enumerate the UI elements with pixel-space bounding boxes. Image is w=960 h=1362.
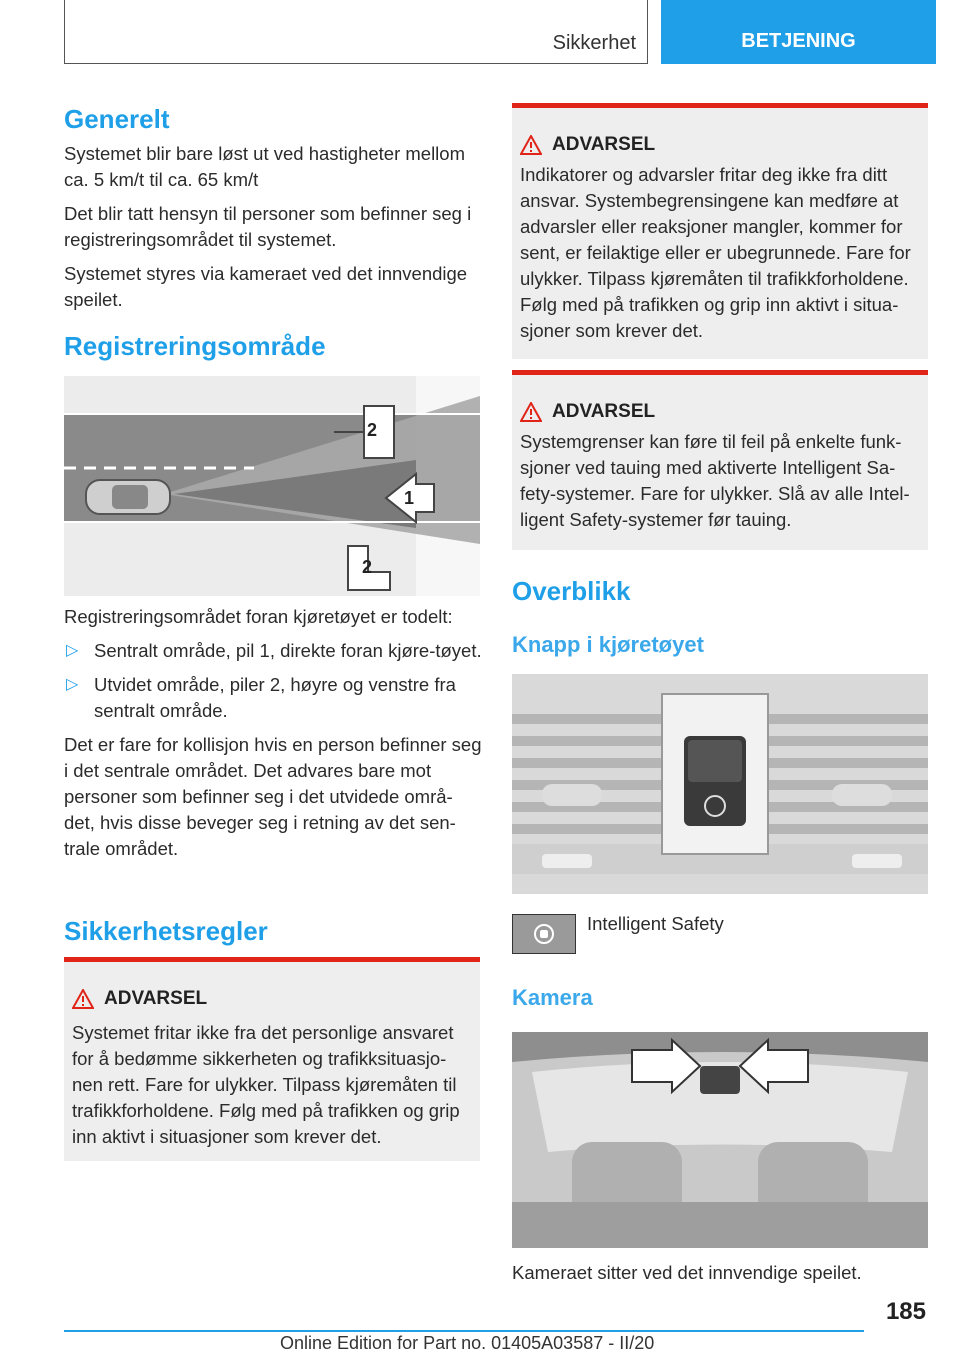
- heading-overblikk: Overblikk: [512, 576, 631, 606]
- intelligent-safety-button-icon[interactable]: [512, 914, 576, 954]
- warning-box-3: [512, 370, 928, 550]
- heading-knapp: Knapp i kjøretøyet: [512, 632, 704, 657]
- edition-text: Online Edition for Part no. 01405A03587 - II/20: [280, 1333, 655, 1353]
- intelligent-safety-label: Intelligent Safety: [587, 913, 724, 934]
- camera-caption: Kameraet sitter ved det innvendige speilet.: [512, 1262, 862, 1283]
- warning-title-3: ADVARSEL: [520, 401, 918, 423]
- heading-registreringsomrade: Registreringsområde: [64, 331, 326, 361]
- camera-photo: [512, 1032, 928, 1248]
- reg-bullet-list: [64, 638, 482, 724]
- triangle-bullet-icon: ▷: [66, 642, 79, 659]
- generelt-paragraph-2: Det blir tatt hensyn til personer som befinner seg i registreringsområdet til systemet.: [64, 203, 472, 250]
- heading-kamera: Kamera: [512, 985, 593, 1010]
- reg-intro: Registreringsområdet foran kjøretøyet er todelt:: [64, 606, 453, 627]
- reg-section-text: [64, 604, 482, 870]
- page-number: 185: [885, 1298, 926, 1325]
- reg-bullet-1: ▷ Sentralt område, pil 1, direkte foran kjøre-tøyet.: [64, 638, 482, 664]
- section-title: Sikkerhet: [552, 32, 636, 54]
- warning-title-1: ADVARSEL: [72, 988, 470, 1010]
- detection-diagram-svg: [64, 376, 480, 596]
- safety-car-icon: [533, 923, 555, 945]
- warning-text-1: Systemet fritar ikke fra det personlige ansvaret for å bedømme sikkerheten og trafikksituasjo-nen rett. Fare for ulykker. Tilpass kjøremåten til trafikkforholdene. Følg med på trafikken og grip inn aktivt i situasjoner som krever det.: [72, 1022, 460, 1147]
- footer-divider: [64, 1330, 864, 1332]
- heading-sikkerhetsregler: Sikkerhetsregler: [64, 916, 268, 946]
- triangle-bullet-icon: ▷: [66, 676, 79, 693]
- heading-generelt: Generelt: [64, 104, 170, 134]
- warning-text-2: Indikatorer og advarsler fritar deg ikke fra ditt ansvar. Systembegrensingene kan medføre at advarsler eller reaksjoner mangler, kommer for sent, er feilaktige eller er ubegrunnede. Fare for ulykker. Tilpass kjøremåten til trafikkforholdene. Følg med på trafikken og grip inn aktivt i situa-sjoner som krever det.: [520, 164, 911, 341]
- warning-box-2: [512, 103, 928, 359]
- detection-area-diagram: [64, 376, 480, 596]
- reg-bullet-2: ▷ Utvidet område, piler 2, høyre og venstre fra sentralt område.: [66, 674, 456, 721]
- warning-triangle-icon: [72, 989, 94, 1009]
- generelt-paragraph-1: Systemet blir bare løst ut ved hastigheter mellom ca. 5 km/t til ca. 65 km/t: [64, 143, 465, 190]
- label-arrow-1: 1: [404, 488, 415, 508]
- generelt-paragraph-3: Systemet styres via kameraet ved det innvendige speilet.: [64, 263, 468, 310]
- chapter-tab[interactable]: BETJENING: [661, 0, 936, 64]
- label-arrow-2-bottom: 2: [362, 557, 373, 577]
- warning-title-2: ADVARSEL: [520, 134, 918, 156]
- warning-triangle-icon: [520, 402, 542, 422]
- button-photo: [512, 674, 928, 894]
- warning-text-3: Systemgrenser kan føre til feil på enkelte funk-sjoner ved tauing med aktiverte Intelligent Sa-fety-systemer. Fare for ulykker. Slå av alle Intel-ligent Safety-systemer før tauing.: [520, 431, 910, 530]
- reg-body: Det er fare for kollisjon hvis en person befinner seg i det sentrale området. Det advares bare mot personer som befinner seg i det utvidede områ-det, hvis disse beveger seg i retning av det sen-trale området.: [64, 734, 482, 859]
- warning-triangle-icon: [520, 135, 542, 155]
- generelt-text: [64, 141, 482, 321]
- label-arrow-2-top: 2: [367, 420, 378, 440]
- car-icon: [86, 480, 170, 514]
- warning-box-1: [64, 957, 480, 1161]
